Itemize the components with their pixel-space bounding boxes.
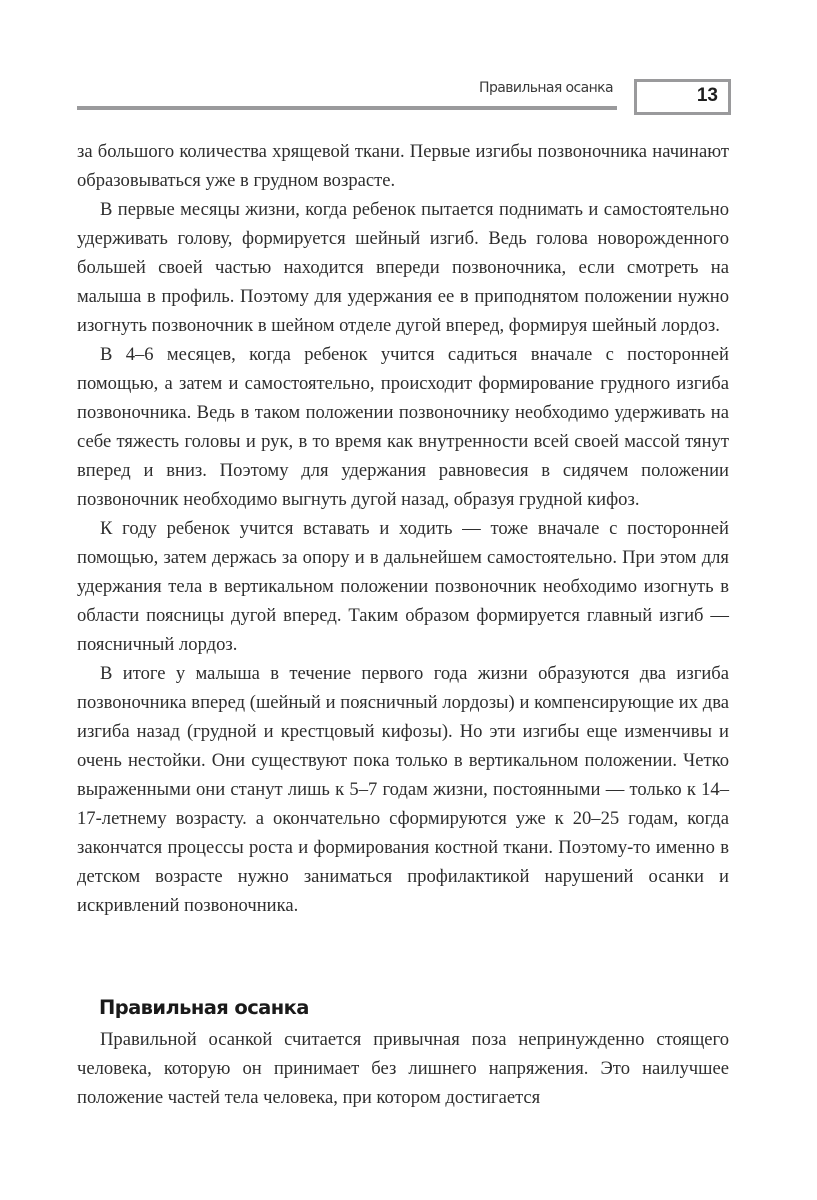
body-text [77,137,729,920]
page-number-box [634,79,731,115]
paragraph: за большого количества хрящевой ткани. Первые изгибы позвоночника начинают образовываться уже в грудном возрасте. [77,141,729,191]
running-header [77,76,617,110]
paragraph: В первые месяцы жизни, когда ребенок пытается поднимать и самостоятельно удерживать голову, формируется шейный изгиб. Ведь голова новорожденного большей своей частью находится впереди позвоночника, если смотреть на малыша в профиль. Поэтому для удержания ее в приподнятом положении нужно изогнуть позвоночник в шейном отделе дугой вперед, формируя шейный лордоз. [77,199,729,336]
paragraph: Правильной осанкой считается привычная поза непринужденно стоящего человека, которую он принимает без лишнего напряжения. Это наилучшее положение частей тела человека, при котором достигается [77,1029,729,1108]
paragraph: В 4–6 месяцев, когда ребенок учится садиться вначале с посторонней помощью, а затем и самостоятельно, происходит формирование грудного изгиба позвоночника. Ведь в таком положении позвоночнику необходимо удерживать на себе тяжесть головы и рук, в то время как внутренности всей своей массой тянут вперед и вниз. Поэтому для удержания равновесия в сидячем положении позвоночник необходимо выгнуть дугой назад, образуя грудной кифоз. [77,344,729,510]
paragraph: В итоге у малыша в течение первого года жизни образуются два изгиба позвоночника вперед (шейный и поясничный лордозы) и компенсирующие их два изгиба назад (грудной и крестцовый кифозы). Но эти изгибы еще изменчивы и очень нестойки. Они существуют пока только в вертикальном положении. Четко выраженными они станут лишь к 5–7 годам жизни, постоянными — только к 14–17-летнему возрасту. а окончательно сформируются уже к 20–25 годам, когда закончатся процессы роста и формирования костной ткани. Поэтому-то именно в детском возрасте нужно заниматься профилактикой нарушений осанки и искривлений позвоночника. [77,663,729,916]
running-header-title: Правильная осанка [479,80,613,96]
section-body-text [77,1025,729,1112]
paragraph: К году ребенок учится вставать и ходить — тоже вначале с посторонней помощью, затем держась за опору и в дальнейшем самостоятельно. При этом для удержания тела в вертикальном положении позвоночник необходимо изогнуть в области поясницы дугой вперед. Таким образом формируется главный изгиб — поясничный лордоз. [77,518,729,655]
page-number: 13 [696,85,718,106]
section-heading: Правильная осанка [99,996,309,1019]
header-rule [77,106,617,110]
